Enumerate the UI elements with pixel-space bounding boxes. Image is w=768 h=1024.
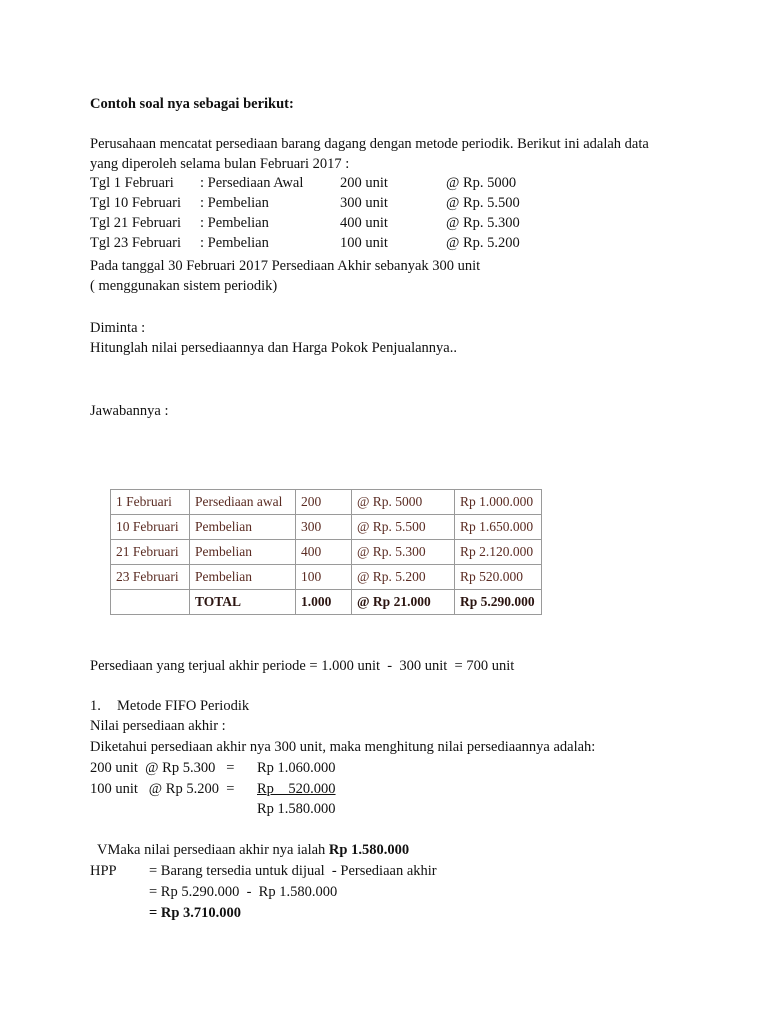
asked-label: Diminta : <box>90 320 146 336</box>
answer-label: Jawabannya : <box>90 403 169 419</box>
table-cell: Persediaan awal <box>190 490 296 515</box>
fifo-heading: Metode FIFO Periodik <box>117 698 250 714</box>
table-cell: @ Rp. 5.500 <box>352 515 455 540</box>
fifo-heading-number: 1. <box>90 698 101 714</box>
table-row <box>111 490 542 515</box>
entry-qty: 300 unit <box>340 195 388 211</box>
fifo-known: Diketahui persediaan akhir nya 300 unit, maka menghitung nilai persediaannya adalah: <box>90 739 596 755</box>
table-cell: 23 Februari <box>111 565 190 590</box>
table-cell <box>111 590 190 615</box>
table-row <box>111 540 542 565</box>
table-cell: @ Rp 21.000 <box>352 590 455 615</box>
intro-line-1: Perusahaan mencatat persediaan barang dagang dengan metode periodik. Berikut ini adalah data <box>90 136 649 152</box>
table-cell: Rp 1.650.000 <box>455 515 542 540</box>
table-cell: 10 Februari <box>111 515 190 540</box>
table-cell: 200 <box>296 490 352 515</box>
asked-text: Hitunglah nilai persediaannya dan Harga Pokok Penjualannya.. <box>90 340 457 356</box>
hpp-label: HPP <box>90 863 117 879</box>
table-cell: @ Rp. 5.300 <box>352 540 455 565</box>
calc-sum: Rp 1.580.000 <box>257 801 336 817</box>
entry-desc: : Pembelian <box>200 235 269 251</box>
table-cell: TOTAL <box>190 590 296 615</box>
table-row <box>111 515 542 540</box>
ending-note: Pada tanggal 30 Februari 2017 Persediaan Akhir sebanyak 300 unit <box>90 258 481 274</box>
fifo-ending-label: Nilai persediaan akhir : <box>90 718 226 734</box>
table-row <box>111 565 542 590</box>
table-cell: Rp 2.120.000 <box>455 540 542 565</box>
entry-desc: : Persediaan Awal <box>200 175 304 191</box>
entry-desc: : Pembelian <box>200 215 269 231</box>
table-cell: 21 Februari <box>111 540 190 565</box>
table-cell: Pembelian <box>190 540 296 565</box>
hpp-line-1: = Barang tersedia untuk dijual - Persediaan akhir <box>149 863 437 879</box>
conclusion-value: Rp 1.580.000 <box>328 842 410 858</box>
entry-price: @ Rp. 5.500 <box>446 195 520 211</box>
hpp-line-2: = Rp 5.290.000 - Rp 1.580.000 <box>149 884 338 900</box>
table-cell: Rp 5.290.000 <box>455 590 542 615</box>
table-cell: Pembelian <box>190 515 296 540</box>
table-cell: Pembelian <box>190 565 296 590</box>
table-cell: @ Rp. 5.200 <box>352 565 455 590</box>
table-cell: 1.000 <box>296 590 352 615</box>
fifo-conclusion <box>90 820 409 860</box>
entry-date: Tgl 21 Februari <box>90 215 182 231</box>
entry-qty: 400 unit <box>340 215 388 231</box>
table-cell: 400 <box>296 540 352 565</box>
inventory-table <box>110 489 542 615</box>
calc-line-2-right: Rp 520.000 <box>257 781 336 797</box>
table-cell: Rp 1.000.000 <box>455 490 542 515</box>
entry-qty: 200 unit <box>340 175 388 191</box>
hpp-result: = Rp 3.710.000 <box>149 905 242 921</box>
table-cell: Rp 520.000 <box>455 565 542 590</box>
entry-date: Tgl 10 Februari <box>90 195 182 211</box>
sold-line: Persediaan yang terjual akhir periode = 1.000 unit - 300 unit = 700 unit <box>90 658 515 674</box>
page-title: Contoh soal nya sebagai berikut: <box>90 96 294 112</box>
table-cell: 300 <box>296 515 352 540</box>
calc-line-1-right: Rp 1.060.000 <box>257 760 336 776</box>
table-cell: @ Rp. 5000 <box>352 490 455 515</box>
entry-date: Tgl 1 Februari <box>90 175 174 191</box>
entry-qty: 100 unit <box>340 235 388 251</box>
entry-date: Tgl 23 Februari <box>90 235 182 251</box>
conclusion-text: VMaka nilai persediaan akhir nya ialah <box>97 842 326 858</box>
table-total-row <box>111 590 542 615</box>
calc-line-1-left: 200 unit @ Rp 5.300 = <box>90 760 235 776</box>
entry-price: @ Rp. 5.200 <box>446 235 520 251</box>
entry-desc: : Pembelian <box>200 195 269 211</box>
intro-line-2: yang diperoleh selama bulan Februari 2017 : <box>90 156 350 172</box>
table-cell: 100 <box>296 565 352 590</box>
calc-line-2-left: 100 unit @ Rp 5.200 = <box>90 781 235 797</box>
table-cell: 1 Februari <box>111 490 190 515</box>
system-note: ( menggunakan sistem periodik) <box>90 278 278 294</box>
entry-price: @ Rp. 5000 <box>446 175 517 191</box>
entry-price: @ Rp. 5.300 <box>446 215 520 231</box>
